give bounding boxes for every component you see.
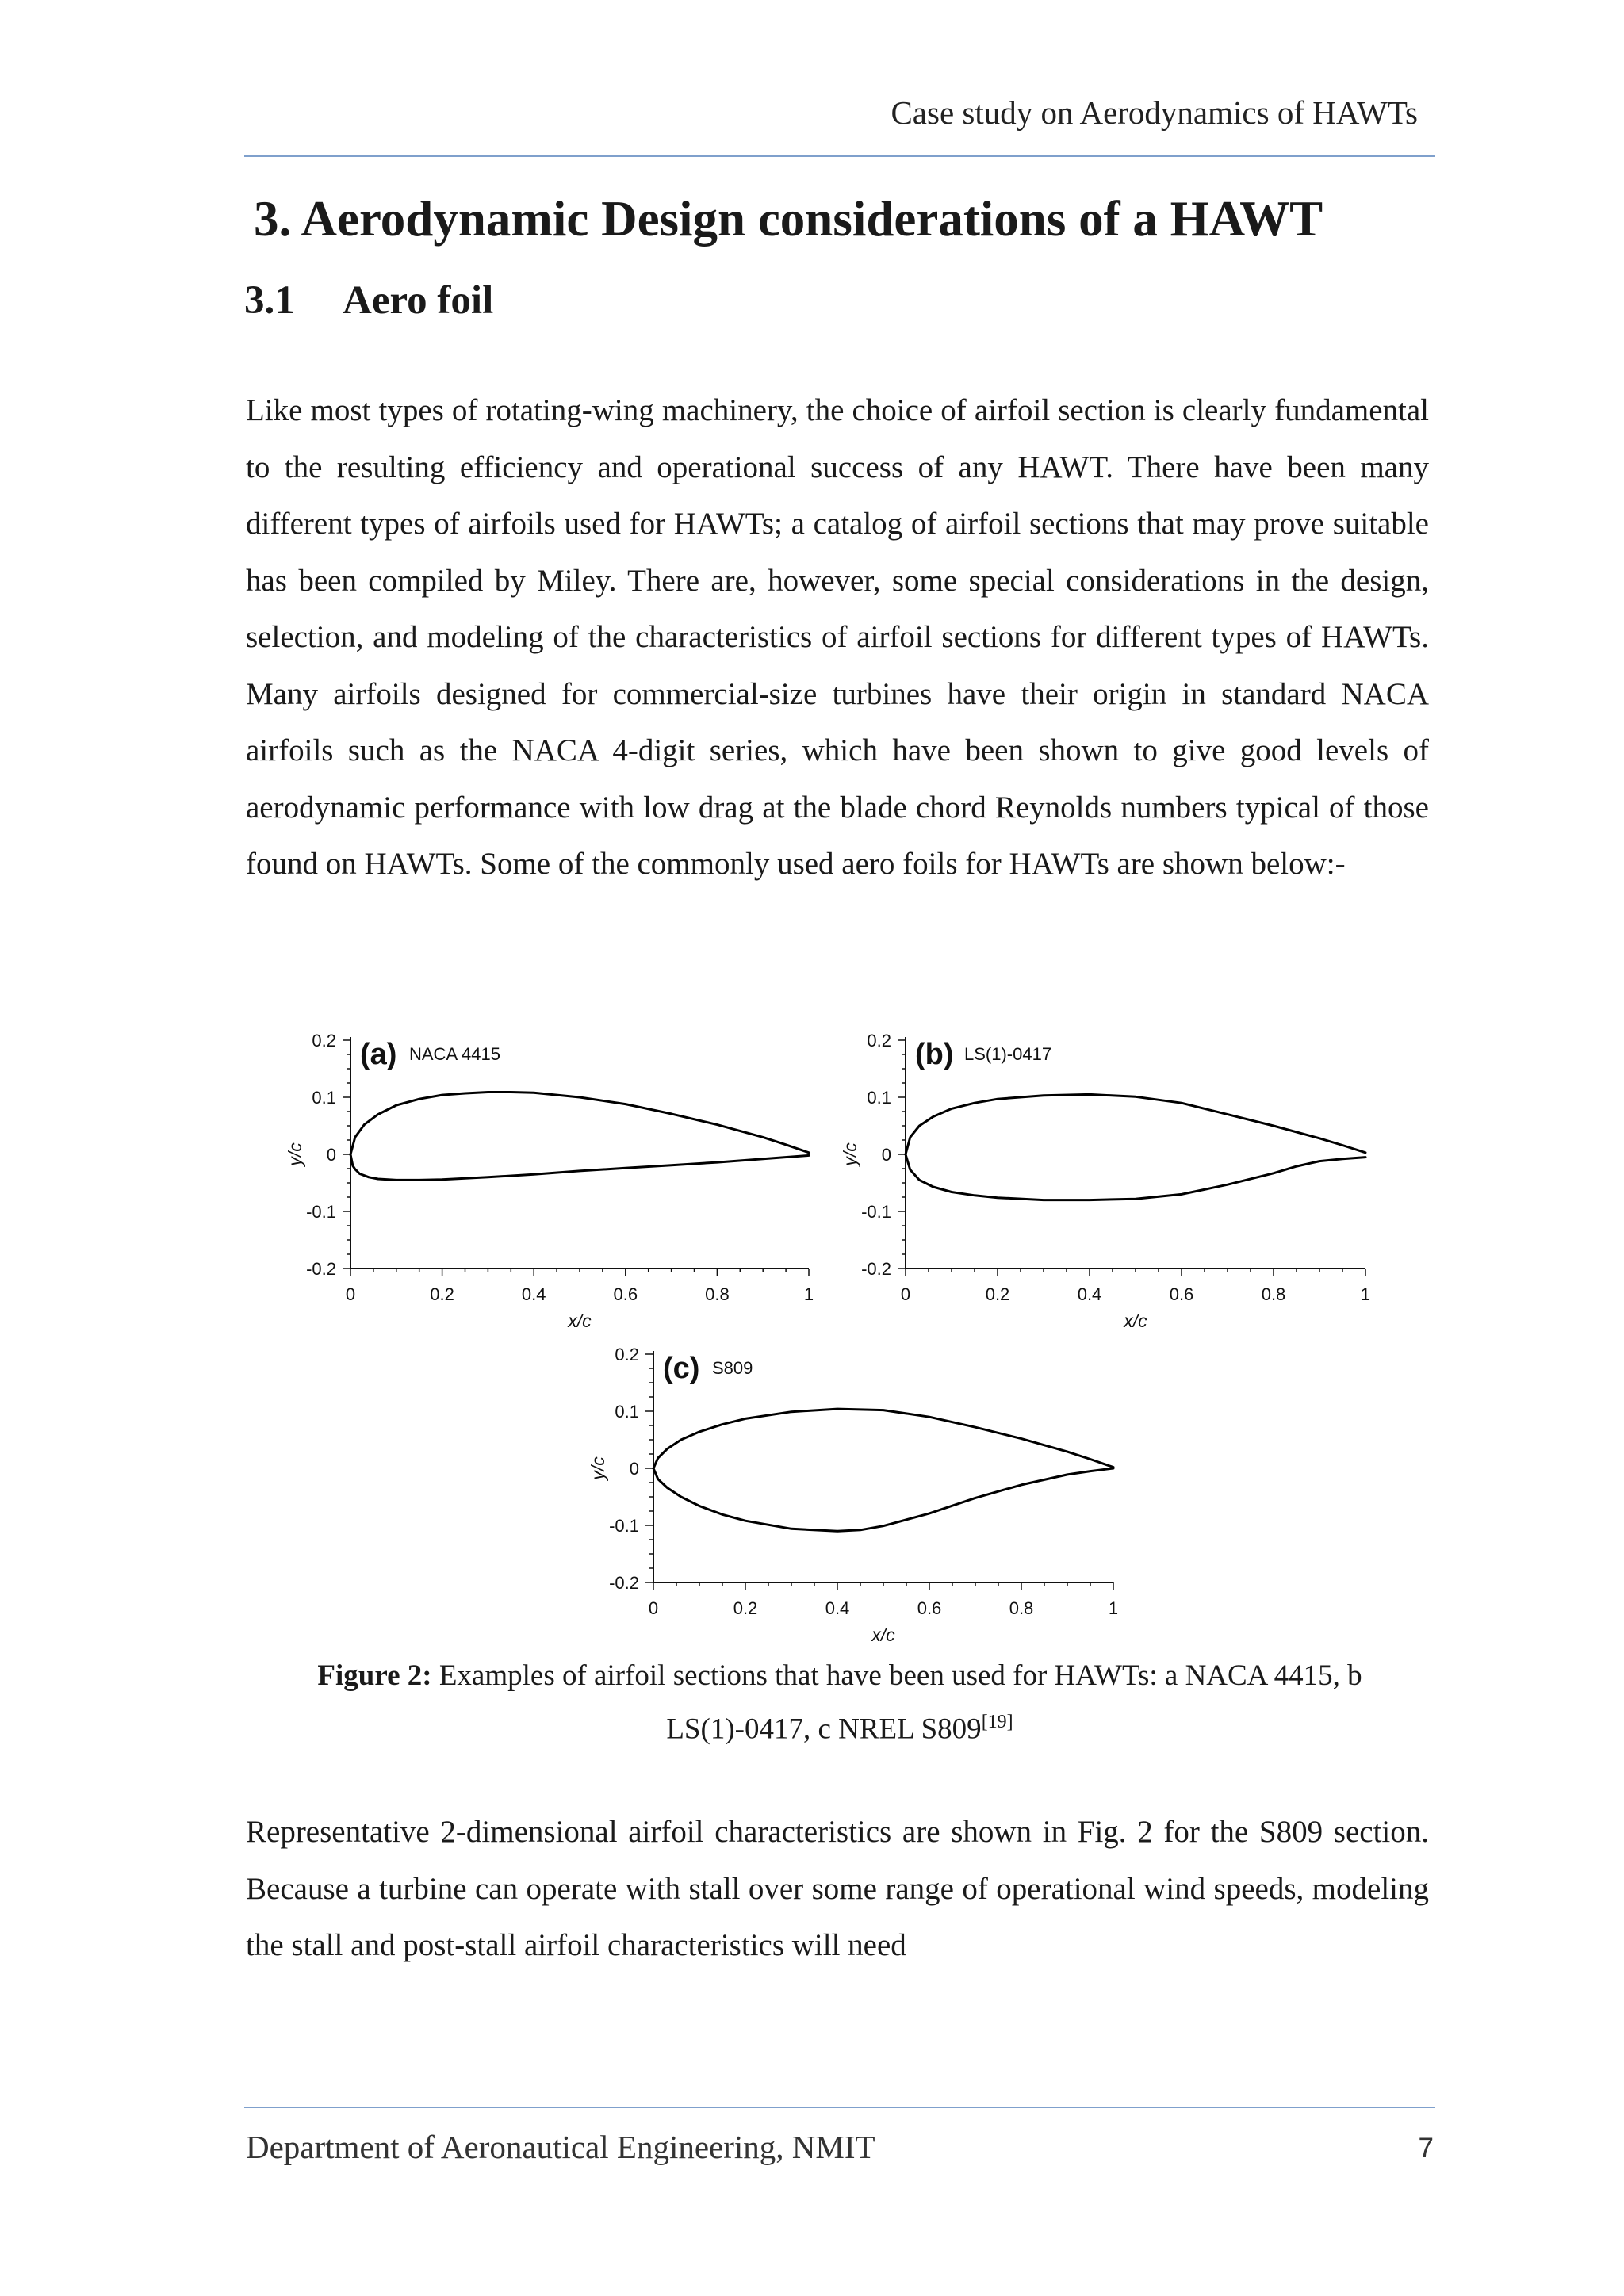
y-tick-label: 0.2: [312, 1031, 336, 1050]
caption-reference: [19]: [981, 1712, 1013, 1732]
x-tick-label: 0.6: [613, 1284, 638, 1304]
subsection-number: 3.1: [244, 278, 295, 323]
y-tick-label: 0.2: [867, 1031, 891, 1050]
chart-s809: [588, 1345, 1118, 1645]
x-tick-label: 0.4: [521, 1284, 546, 1304]
y-tick-label: 0.1: [615, 1402, 639, 1422]
series-line-upper: [653, 1409, 1113, 1468]
x-tick-label: 0.6: [1169, 1284, 1194, 1304]
y-tick-label: 0: [326, 1145, 336, 1165]
y-tick-label: 0: [881, 1145, 891, 1165]
panel-label: (b): [915, 1038, 954, 1071]
y-tick-label: 0: [629, 1459, 639, 1479]
series-line-lower: [653, 1468, 1113, 1531]
y-tick-label: -0.1: [306, 1202, 336, 1222]
series-line-lower: [906, 1154, 1365, 1200]
y-tick-label: -0.2: [861, 1259, 891, 1279]
y-axis-label: y/c: [840, 1142, 860, 1166]
x-tick-label: 1: [803, 1284, 814, 1304]
footer-department: Department of Aeronautical Engineering, NMIT: [246, 2129, 875, 2165]
section-title: 3. Aerodynamic Design considerations of a HAWT: [254, 191, 1323, 247]
body-paragraph-1: Like most types of rotating-wing machinery, the choice of airfoil section is clearly fundamental to the resulting efficiency and operational success of any HAWT. There have been many different types of airfoils used for HAWTs; a catalog of airfoil sections that may prove suitable has been compiled by Miley. There are, however, some special considerations in the design, selection, and modeling of the characteristics of airfoil sections for different types of HAWTs. Many airfoils designed for commercial-size turbines have their origin in standard NACA airfoils such as the NACA 4-digit series, which have been shown to give good levels of aerodynamic performance with low drag at the blade chord Reynolds numbers typical of those found on HAWTs. Some of the commonly used aero foils for HAWTs are shown below:-: [246, 393, 1429, 881]
panel-label: (a): [360, 1038, 397, 1071]
chart-naca-4415: [285, 1031, 814, 1331]
x-tick-label: 0: [345, 1284, 356, 1304]
y-tick-label: -0.2: [306, 1259, 336, 1279]
figure-caption: [244, 1653, 1435, 1752]
x-axis-label: x/c: [568, 1311, 592, 1331]
x-tick-label: 0.8: [1009, 1598, 1034, 1618]
y-tick-label: -0.1: [609, 1516, 639, 1536]
y-axis-label: y/c: [588, 1456, 608, 1480]
series-line-upper: [906, 1094, 1365, 1154]
caption-label: Figure 2:: [317, 1659, 432, 1692]
x-axis-label: x/c: [871, 1624, 895, 1645]
x-tick-label: 1: [1108, 1598, 1119, 1618]
x-axis-label: x/c: [1124, 1311, 1147, 1331]
running-header: Case study on Aerodynamics of HAWTs: [891, 94, 1418, 131]
series-line-upper: [350, 1093, 809, 1155]
chart-title: S809: [712, 1358, 753, 1378]
chart-title: LS(1)-0417: [964, 1044, 1052, 1064]
y-tick-label: -0.2: [609, 1573, 639, 1593]
y-axis-label: y/c: [285, 1142, 305, 1166]
x-tick-label: 0.4: [825, 1598, 850, 1618]
x-tick-label: 0: [648, 1598, 659, 1618]
y-tick-label: 0.1: [867, 1088, 891, 1108]
footer-rule: [244, 2107, 1435, 2108]
panel-label: (c): [663, 1352, 700, 1385]
x-tick-label: 0.2: [430, 1284, 454, 1304]
x-tick-label: 0.8: [1261, 1284, 1286, 1304]
subsection-title: Aero foil: [343, 278, 494, 323]
y-tick-label: 0.1: [312, 1088, 336, 1108]
y-tick-label: 0.2: [615, 1345, 639, 1364]
series-line-lower: [350, 1154, 809, 1180]
x-tick-label: 0.6: [917, 1598, 942, 1618]
caption-text: Examples of airfoil sections that have been used for HAWTs: a NACA 4415, b LS(1)-0417, c NREL S809: [439, 1659, 1362, 1746]
chart-ls1-0417: [840, 1031, 1370, 1331]
y-tick-label: -0.1: [861, 1202, 891, 1222]
x-tick-label: 0.8: [705, 1284, 730, 1304]
x-tick-label: 0.2: [985, 1284, 1010, 1304]
x-tick-label: 0.2: [733, 1598, 758, 1618]
x-tick-label: 0.4: [1077, 1284, 1102, 1304]
x-tick-label: 1: [1360, 1284, 1371, 1304]
page-number: 7: [1418, 2133, 1434, 2164]
x-tick-label: 0: [900, 1284, 911, 1304]
chart-title: NACA 4415: [409, 1044, 500, 1064]
body-paragraph-2: Representative 2-dimensional airfoil characteristics are shown in Fig. 2 for the S809 section. Because a turbine can operate with stall over some range of operational wind speeds, modeling the stall and post-stall airfoil characteristics will need: [246, 1815, 1429, 1962]
